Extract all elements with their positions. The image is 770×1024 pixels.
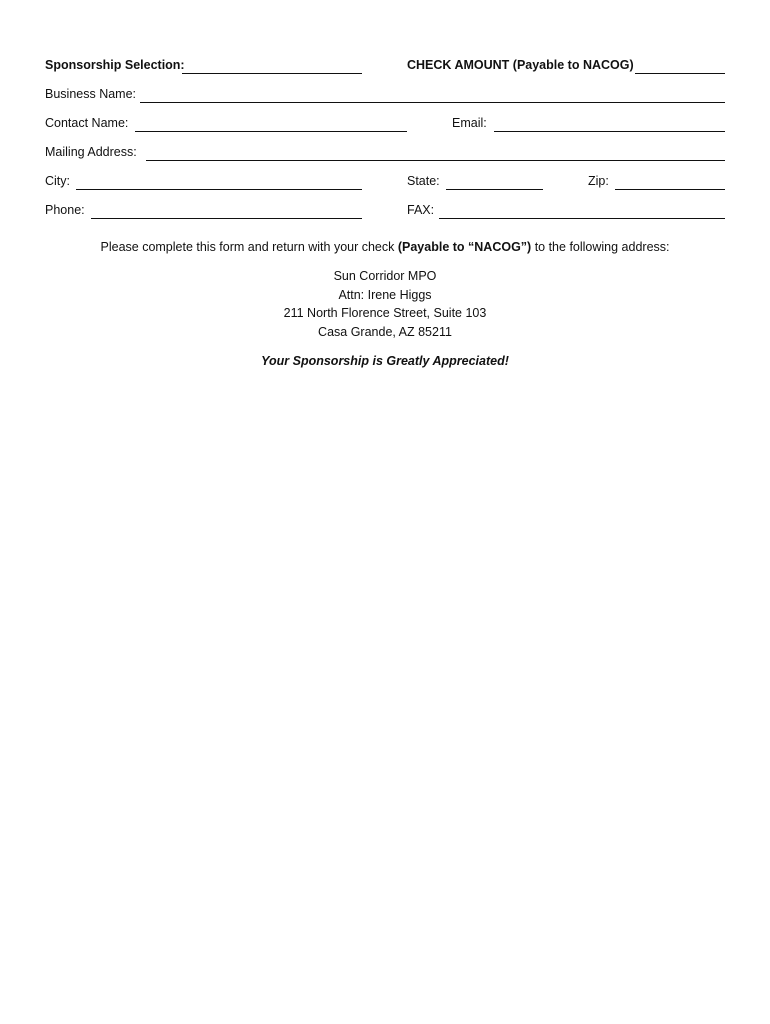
address-line-4: Casa Grande, AZ 85211 <box>318 325 452 339</box>
row-sponsorship <box>45 56 725 74</box>
contact-name-field[interactable] <box>135 116 407 132</box>
fax-label: FAX: <box>407 203 435 217</box>
state-field[interactable] <box>446 174 543 190</box>
fax-field[interactable] <box>439 203 725 219</box>
state-label: State: <box>407 174 440 188</box>
instructions-text <box>0 240 770 254</box>
check-amount-label: CHECK AMOUNT (Payable to NACOG) <box>407 58 634 72</box>
contact-name-label: Contact Name: <box>45 116 129 130</box>
city-field[interactable] <box>76 174 362 190</box>
instructions-prefix: Please complete this form and return with your check <box>100 240 398 254</box>
row-business <box>45 85 725 103</box>
check-amount-field[interactable] <box>635 58 725 74</box>
sponsorship-selection-field[interactable] <box>182 58 362 74</box>
row-mailing <box>45 143 725 161</box>
mailing-address-field[interactable] <box>146 145 725 161</box>
business-name-label: Business Name: <box>45 87 137 101</box>
address-line-2: Attn: Irene Higgs <box>338 288 432 302</box>
sponsorship-selection-label: Sponsorship Selection: <box>45 58 185 72</box>
zip-label: Zip: <box>588 174 609 188</box>
row-city <box>45 172 725 190</box>
city-label: City: <box>45 174 70 188</box>
mailing-address-label: Mailing Address: <box>45 145 137 159</box>
address-line-3: 211 North Florence Street, Suite 103 <box>283 306 487 320</box>
instructions-emphasis: (Payable to “NACOG”) <box>397 240 532 254</box>
row-phone <box>45 201 725 219</box>
phone-field[interactable] <box>91 203 362 219</box>
address-line-1: Sun Corridor MPO <box>333 269 437 283</box>
closing-message: Your Sponsorship is Greatly Appreciated! <box>261 354 509 368</box>
business-name-field[interactable] <box>140 87 725 103</box>
email-field[interactable] <box>494 116 725 132</box>
instructions-suffix: to the following address: <box>531 240 670 254</box>
row-contact <box>45 114 725 132</box>
zip-field[interactable] <box>615 174 725 190</box>
phone-label: Phone: <box>45 203 85 217</box>
email-label: Email: <box>452 116 487 130</box>
